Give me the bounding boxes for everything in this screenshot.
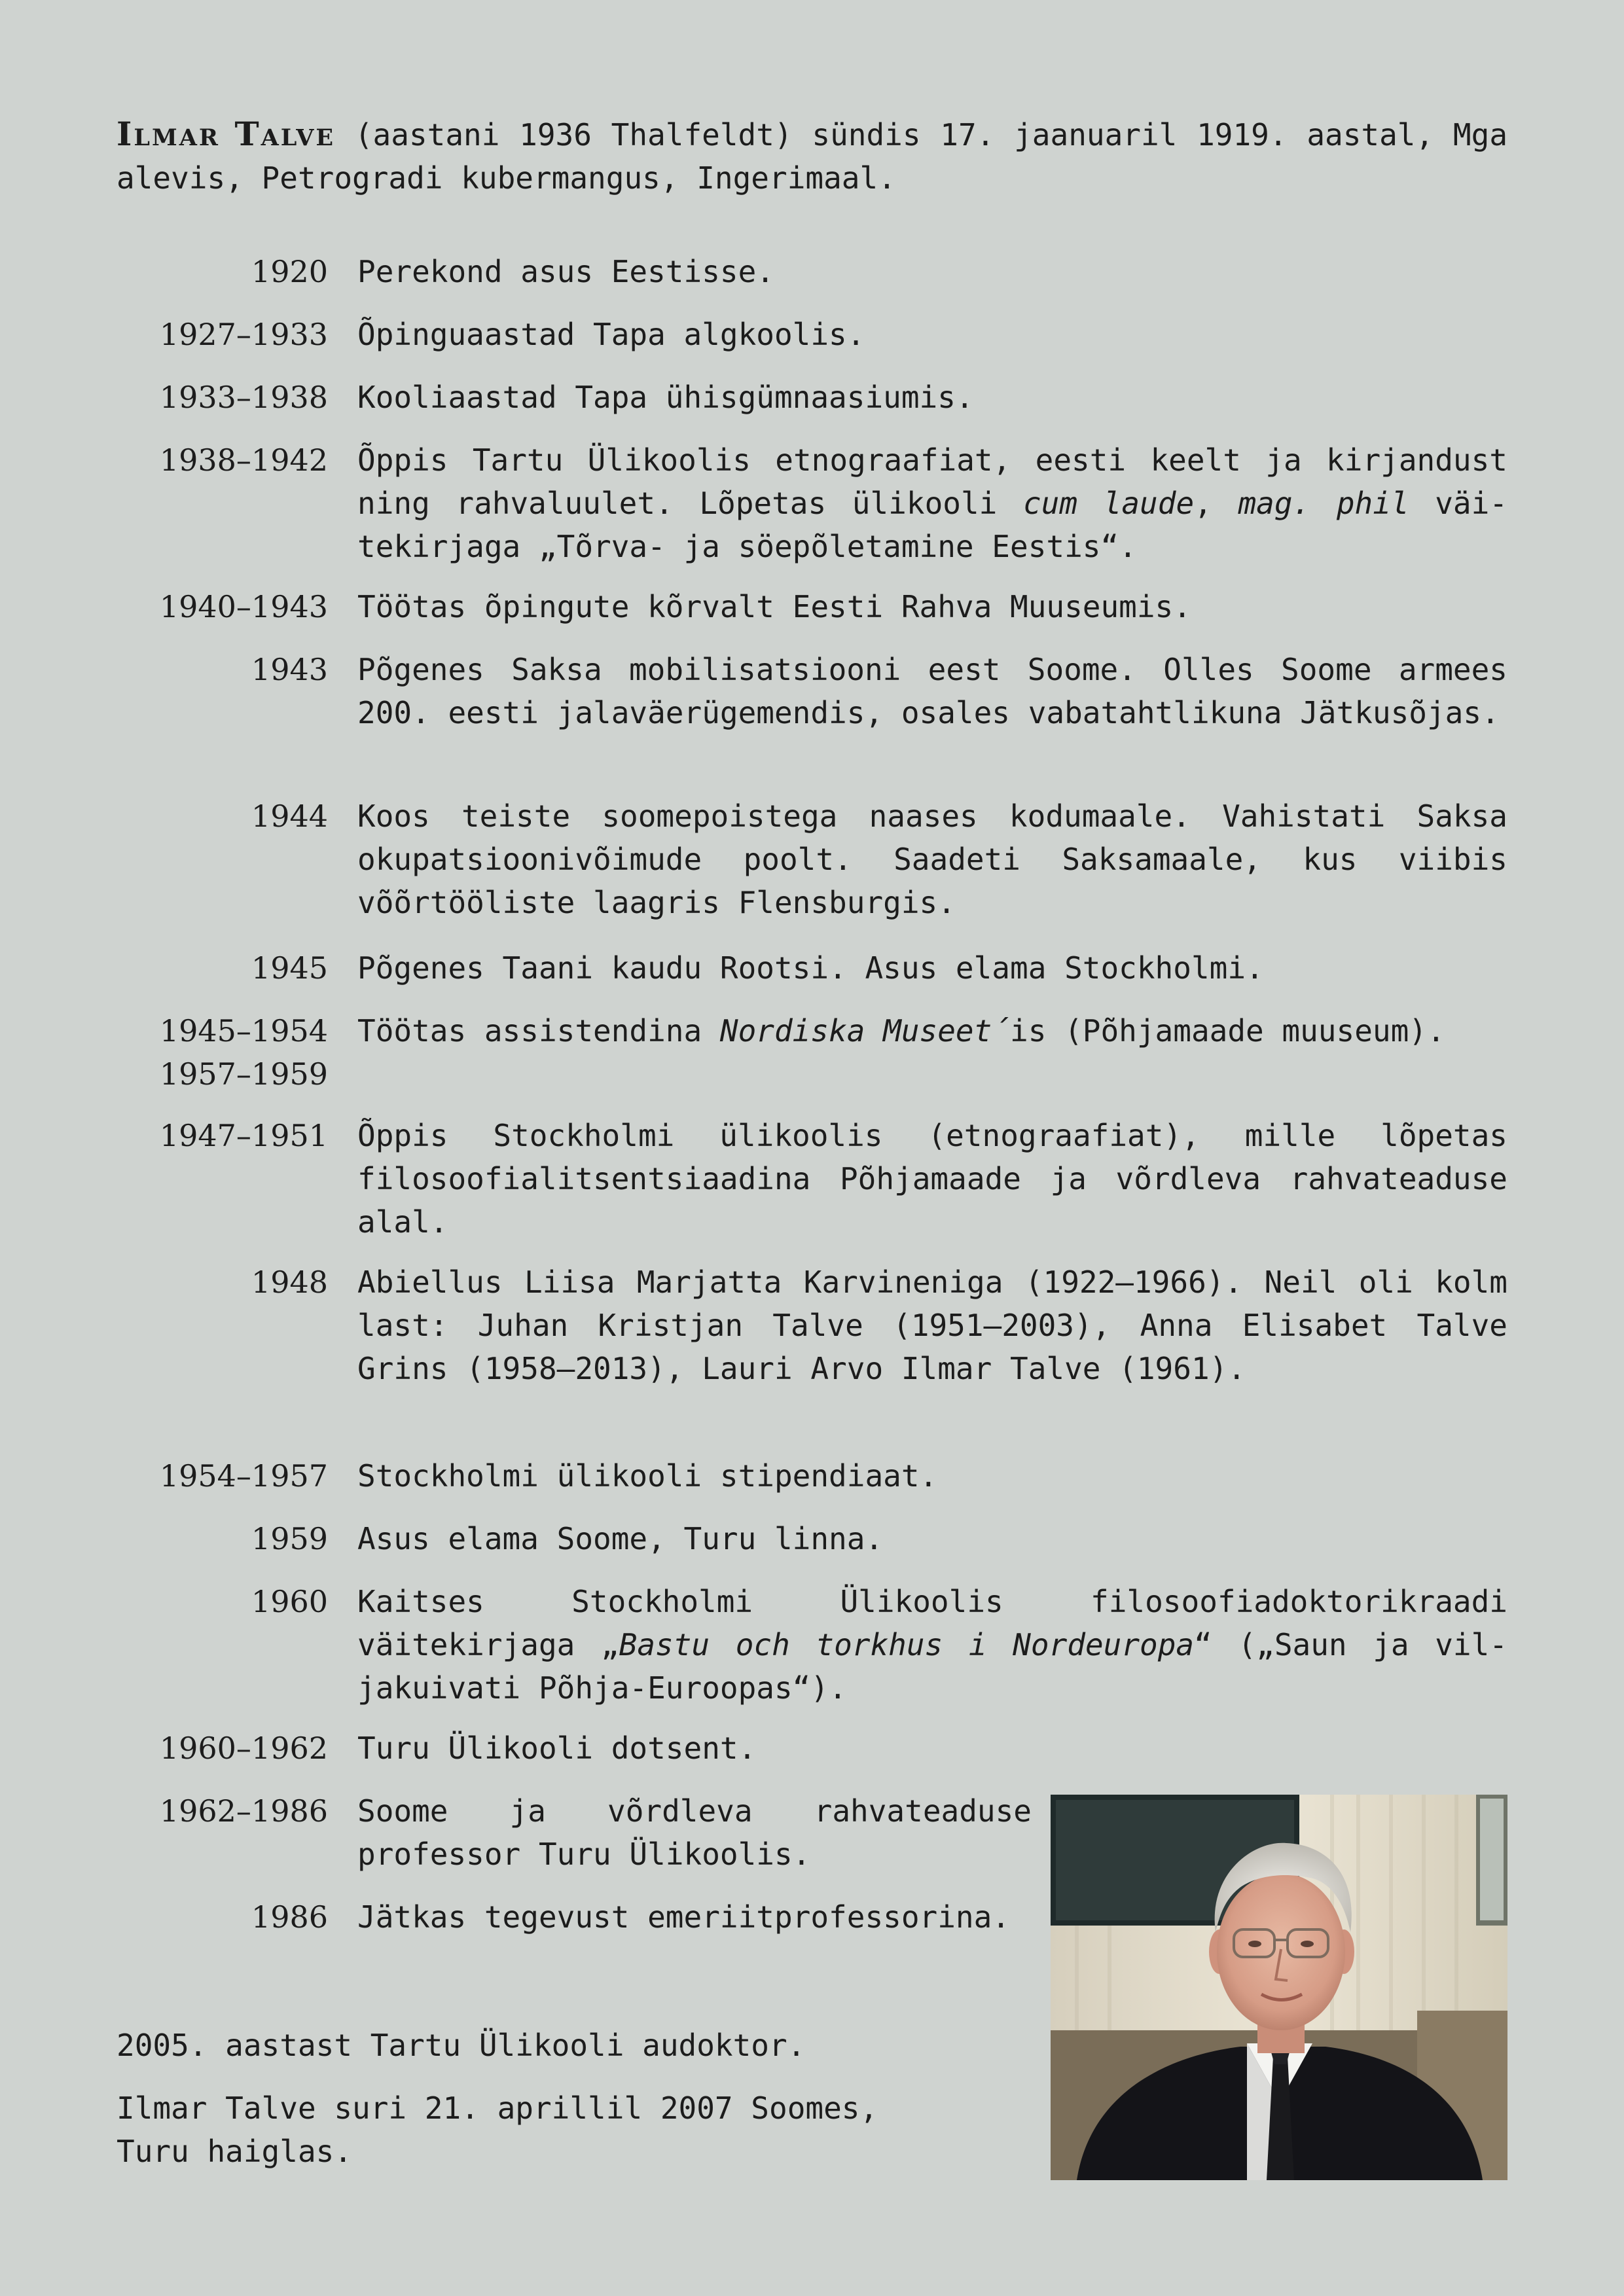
- intro-text: (aastani 1936 Thalfeldt) sündis 17. jaanuaril 1919. aastal, Mga alevis, Petrogradi kubermangus, Ingerimaal.: [117, 117, 1508, 196]
- entry-text: Abiellus Liisa Marjatta Karvineniga (1922–1966). Neil oli kolm last: Juhan Kristjan Talve (1951–2003), Anna Elisabet Talve Grins (1958–2013), Lauri Arvo Ilmar Talve (1961).: [357, 1265, 1507, 1386]
- entry-year: 1947–1951: [159, 1118, 328, 1153]
- entry-year: 1938–1942: [159, 442, 328, 478]
- entry-text: Koos teiste soomepoistega naases kodumaale. Vahistati Saksa okupatsioonivõimude poolt. Saadeti Saksamaale, kus viibis võõrtööliste laagris Flensburgis.: [357, 798, 1507, 920]
- entry-year: 1945–1954 1957–1959: [159, 1013, 328, 1092]
- entry-text: Turu Ülikooli dotsent.: [357, 1731, 757, 1766]
- entry-year: 1920: [251, 254, 328, 289]
- entry-year: 1959: [251, 1521, 328, 1556]
- honorary-doctor-text: 2005. aastast Tartu Ülikooli audoktor.: [117, 2028, 806, 2063]
- person-name: Ilmar Talve: [117, 115, 336, 153]
- death-text-line-2: Turu haiglas.: [117, 2134, 353, 2169]
- entry-text-part: Töötas assistendina: [357, 1013, 720, 1049]
- entry-text: Perekond asus Eestisse.: [357, 254, 774, 289]
- entry-text: Jätkas tegevust emeriitprofessorina.: [357, 1899, 1010, 1935]
- entry-text-italic: cum laude: [1022, 486, 1195, 521]
- entry-year: 1933–1938: [159, 380, 328, 415]
- entry-year: 1960–1962: [159, 1731, 328, 1766]
- entry-year: 1954–1957: [159, 1458, 328, 1494]
- entry-text: Kooliaastad Tapa ühisgümnaasiumis.: [357, 380, 974, 415]
- entry-year: 1962–1986: [159, 1793, 328, 1829]
- entry-text: Õppis Stockholmi ülikoolis (etnograafiat), mille lõpetas filosoofialitsentsiaadina Põhjamaade ja võrdleva rahvateaduse alal.: [357, 1118, 1507, 1240]
- entry-text: [357, 439, 1507, 568]
- portrait-illustration: [1051, 1795, 1507, 2180]
- entry-text-italic: Nordiska Museet´: [719, 1013, 1010, 1049]
- entry-text-italic: mag. phil: [1238, 486, 1409, 521]
- entry-year: 1940–1943: [159, 589, 328, 624]
- entry-text: Õpinguaastad Tapa algkoolis.: [357, 317, 865, 352]
- portrait-photo: [1051, 1795, 1507, 2180]
- entry-text: Töötas õpingute kõrvalt Eesti Rahva Muuseumis.: [357, 589, 1191, 624]
- entry-year: 1945: [251, 950, 328, 986]
- entry-year: 1927–1933: [159, 317, 328, 352]
- entry-text-part: väitekirjaga „Tõrva- ja söepõletamine Eestis“.: [357, 486, 1508, 564]
- entry-year: 1948: [251, 1265, 328, 1300]
- entry-text-part: is (Põhjamaade muuseum).: [1010, 1013, 1445, 1049]
- entry-text-part: “ („Saun ja viljakuivati Põhja-Euroopas“).: [357, 1627, 1507, 1706]
- entry-text: [357, 1009, 1507, 1052]
- entry-year: 1944: [251, 798, 328, 834]
- entry-text-part: Õppis Tartu Ülikoolis etnograafiat, eesti keelt ja kirjandust ning rahvaluulet. Lõpetas ülikooli: [357, 442, 1507, 521]
- entry-year: 1986: [251, 1899, 328, 1935]
- entry-text-part: ,: [1194, 486, 1238, 521]
- entry-text: Soome ja võrdleva rahvateaduse professor Turu Ülikoolis.: [357, 1793, 1032, 1872]
- entry-text: [357, 1580, 1507, 1710]
- entry-text: Põgenes Taani kaudu Rootsi. Asus elama Stockholmi.: [357, 950, 1264, 986]
- death-text-line-1: Ilmar Talve suri 21. aprillil 2007 Soomes,: [117, 2090, 878, 2126]
- entry-text: Stockholmi ülikooli stipendiaat.: [357, 1458, 938, 1494]
- entry-text: Põgenes Saksa mobilisatsiooni eest Soome. Olles Soome armees 200. eesti jalaväerügemendis, osales vabatahtlikuna Jätkusõjas.: [357, 652, 1507, 730]
- entry-text: Asus elama Soome, Turu linna.: [357, 1521, 884, 1556]
- entry-text-part: Kaitses Stockholmi Ülikoolis filosoofiadoktorikraadi väitekirjaga „: [357, 1584, 1507, 1662]
- entry-year: 1943: [251, 652, 328, 687]
- entry-text-italic: Bastu och torkhus i Nordeuropa: [619, 1627, 1195, 1662]
- entry-year: 1960: [251, 1584, 328, 1619]
